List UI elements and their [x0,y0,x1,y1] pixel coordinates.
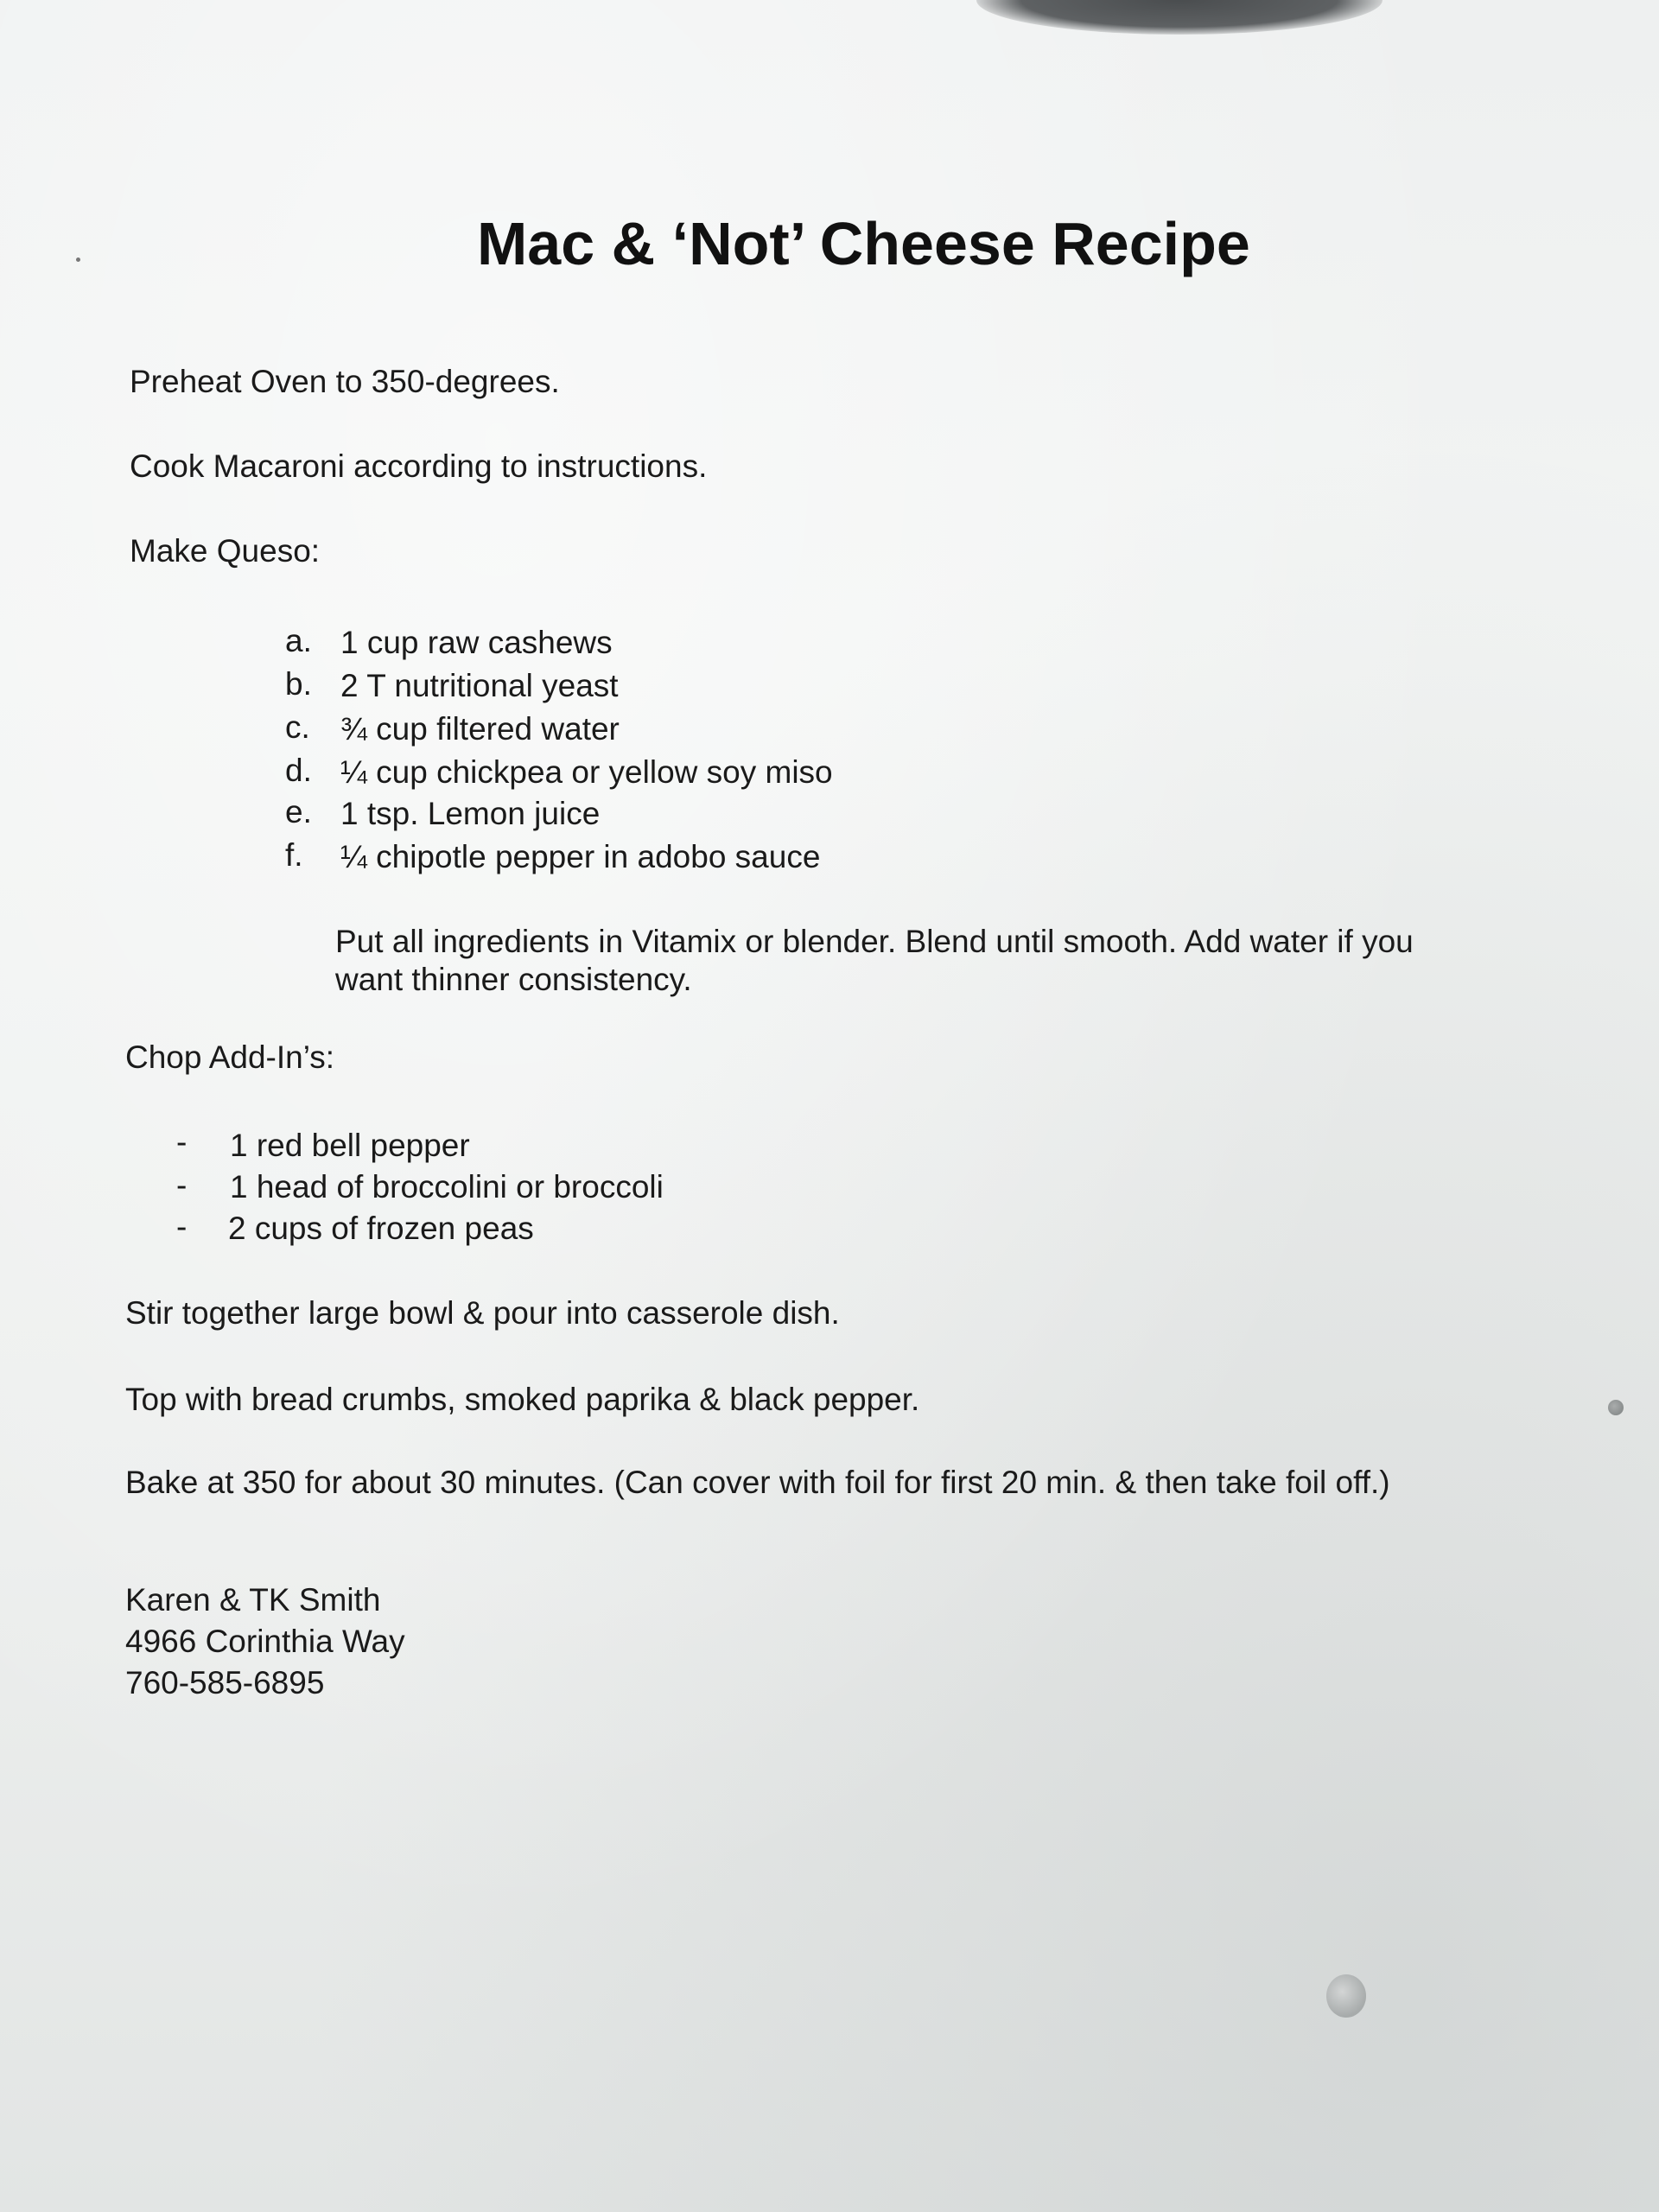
paper-stain [1326,1974,1366,2018]
list-item-text: 1 red bell pepper [230,1128,470,1163]
list-marker: f. [285,837,303,873]
list-marker: d. [285,753,312,788]
list-item-text: 2 T nutritional yeast [340,668,619,703]
list-marker: a. [285,623,312,658]
paper-speck [76,257,80,262]
list-item-text: ¼ chipotle pepper in adobo sauce [340,839,821,874]
paper-mark [1608,1400,1624,1415]
step-cook: Cook Macaroni according to instructions. [130,448,708,484]
step-preheat: Preheat Oven to 350-degrees. [130,364,560,399]
object-shadow [976,0,1382,35]
list-marker: - [176,1209,188,1244]
list-item-text: 1 tsp. Lemon juice [340,796,601,831]
list-marker: b. [285,666,312,702]
contact-phone: 760-585-6895 [125,1665,325,1700]
add-ins-heading: Chop Add-In’s: [125,1039,335,1075]
list-marker: e. [285,794,312,830]
list-marker: c. [285,709,310,745]
contact-names: Karen & TK Smith [125,1582,381,1618]
step-top: Top with bread crumbs, smoked paprika & black pepper. [125,1382,920,1417]
list-item-text: 1 cup raw cashews [340,625,613,660]
recipe-title: Mac & ‘Not’ Cheese Recipe [477,210,1250,277]
step-stir: Stir together large bowl & pour into casserole dish. [125,1295,840,1331]
blend-instructions: Put all ingredients in Vitamix or blender. Blend until smooth. Add water if you want thinner consistency. [335,924,1414,997]
list-item-text: 2 cups of frozen peas [228,1211,534,1246]
list-item-text: ¼ cup chickpea or yellow soy miso [340,754,833,790]
step-make-queso: Make Queso: [130,533,321,569]
contact-address: 4966 Corinthia Way [125,1624,405,1659]
step-bake: Bake at 350 for about 30 minutes. (Can cover with foil for first 20 min. & then take foil off.) [125,1465,1390,1500]
list-marker: - [176,1167,188,1203]
list-item-text: ¾ cup filtered water [340,711,620,747]
list-marker: - [176,1124,188,1160]
list-item-text: 1 head of broccolini or broccoli [230,1169,664,1205]
